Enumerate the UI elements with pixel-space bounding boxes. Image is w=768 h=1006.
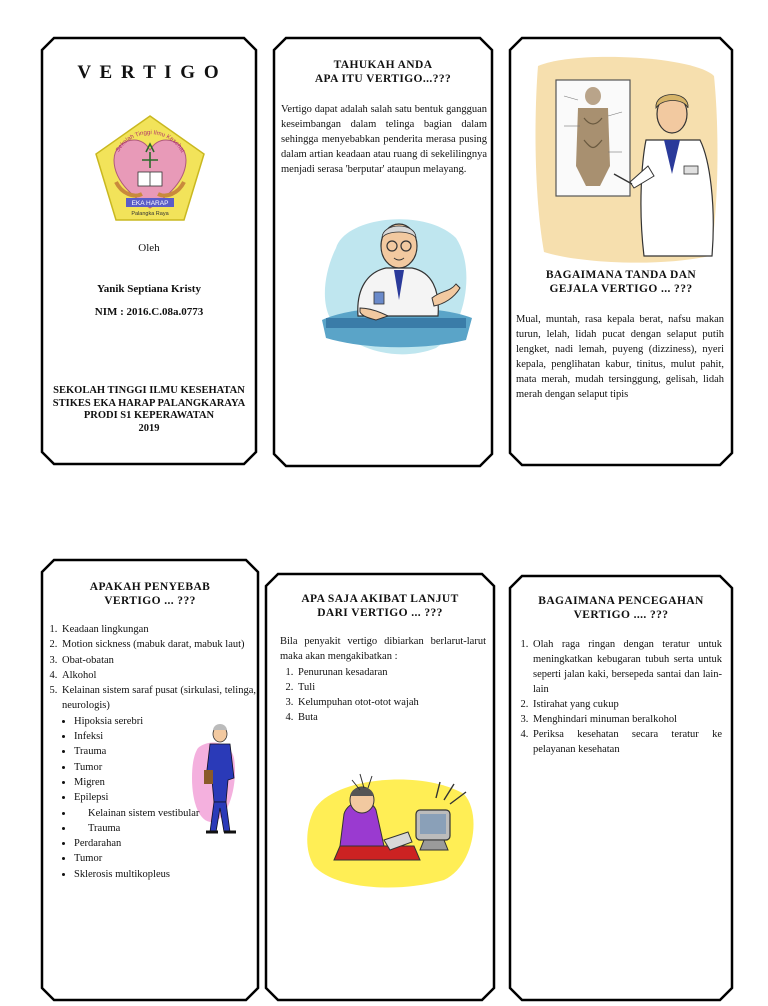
symptoms-text: Mual, muntah, rasa kepala berat, nafsu makan turun, lelah, lidah pucat dengan selaput putih lengket, nadi lemah, puyeng (dizziness), nyeri kepala, penglihatan kabur, tinitus, mulut pahit, mata merah, mudah tersinggung, gelisah, lidah merah dengan selaput tipis bbox=[516, 314, 724, 400]
panel-prevention bbox=[508, 574, 734, 1002]
complication-item: 2. Tuli bbox=[296, 680, 486, 695]
heading-line: APA SAJA AKIBAT LANJUT bbox=[301, 593, 459, 605]
cause-subitem: • Tumor bbox=[74, 851, 256, 866]
cause-item: 5. Kelainan sistem saraf pusat (sirkulasi, telinga, neurologis) bbox=[60, 683, 256, 714]
prevention-item: 2. Istirahat yang cukup bbox=[531, 697, 722, 712]
heading-line: APA ITU VERTIGO...??? bbox=[314, 73, 452, 85]
heading-line: BAGAIMANA PENCEGAHAN bbox=[538, 595, 704, 607]
cause-item: 4. Alkohol bbox=[60, 668, 256, 683]
heading-line: DARI VERTIGO ... ??? bbox=[317, 607, 443, 619]
panel-cover bbox=[40, 36, 258, 466]
panel-causes bbox=[40, 558, 260, 1002]
cause-subitem: • Kelainan sistem vestibular bbox=[74, 806, 256, 821]
heading-line: BAGAIMANA TANDA DAN bbox=[545, 269, 697, 281]
definition-heading bbox=[272, 58, 494, 86]
complications-intro: Bila penyakit vertigo dibiarkan berlarut-larut maka akan mengakibatkan : bbox=[280, 636, 486, 662]
svg-text:Sekolah Tinggi Ilmu Kesehatan: Sekolah Tinggi Ilmu Kesehat bbox=[115, 130, 186, 154]
oleh-label: Oleh bbox=[138, 242, 160, 254]
svg-text:EKA HARAP: EKA HARAP bbox=[131, 200, 169, 207]
cause-subitem: • Trauma bbox=[74, 821, 256, 836]
heading-line: VERTIGO ... ??? bbox=[104, 595, 196, 607]
prevention-list bbox=[516, 637, 722, 757]
cause-subitem: • Sklerosis multikopleus bbox=[74, 867, 256, 882]
institution-line: STIKES EKA HARAP PALANGKARAYA bbox=[52, 397, 246, 409]
heading-line: APAKAH PENYEBAB bbox=[89, 581, 211, 593]
cause-item: 2. Motion sickness (mabuk darat, mabuk laut) bbox=[60, 637, 256, 652]
definition-text: Vertigo dapat adalah salah satu bentuk gangguan keseimbangan dalam telinga bagian dalam sehingga menyebabkan penderita merasa pusing dalam artian keadaan atau ruang di sekelilingnya menjadi serasa 'berputar' ataupun melayang. bbox=[281, 104, 487, 175]
complications-heading bbox=[264, 592, 496, 620]
author-nim: NIM : 2016.C.08a.0773 bbox=[94, 306, 204, 318]
cause-subitem: • Perdarahan bbox=[74, 836, 256, 851]
panel-definition bbox=[272, 36, 494, 468]
svg-text:Palangka Raya: Palangka Raya bbox=[131, 211, 169, 217]
panel-symptoms bbox=[508, 36, 734, 467]
institution-block bbox=[44, 385, 254, 435]
institution-year: 2019 bbox=[138, 422, 160, 434]
causes-list bbox=[44, 622, 256, 882]
prevention-item: 3. Menghindari minuman beralkohol bbox=[531, 712, 722, 727]
heading-line: GEJALA VERTIGO ... ??? bbox=[549, 283, 693, 295]
cause-subitem: • Migren bbox=[74, 775, 256, 790]
cause-item: 1. Keadaan lingkungan bbox=[60, 622, 256, 637]
complications-list bbox=[280, 665, 486, 725]
school-logo bbox=[92, 112, 208, 228]
cause-subitem: • Epilepsi bbox=[74, 790, 256, 805]
panel-complications bbox=[264, 572, 496, 1002]
cause-item: 3. Obat-obatan bbox=[60, 653, 256, 668]
prevention-heading bbox=[508, 594, 734, 622]
cause-subitems bbox=[44, 714, 256, 882]
cover-title: V E R T I G O bbox=[77, 62, 221, 83]
cause-subitem: • Infeksi bbox=[74, 729, 256, 744]
stressed-computer-user-illustration bbox=[304, 770, 480, 890]
cause-subitem: • Hipoksia serebri bbox=[74, 714, 256, 729]
symptoms-heading bbox=[508, 268, 734, 296]
prevention-item: 1. Olah raga ringan dengan teratur untuk meningkatkan kebugaran tubuh serta untuk seperti jalan kaki, bersepeda santai dan lain-lain bbox=[531, 637, 722, 697]
author-name: Yanik Septiana Kristy bbox=[97, 283, 201, 295]
institution-line: PRODI S1 KEPERAWATAN bbox=[83, 410, 215, 421]
cause-subitem: • Trauma bbox=[74, 744, 256, 759]
doctor-desk-illustration bbox=[316, 208, 476, 358]
institution-line: SEKOLAH TINGGI ILMU KESEHATAN bbox=[53, 385, 245, 396]
causes-heading bbox=[40, 580, 260, 608]
cause-subitem: • Tumor bbox=[74, 760, 256, 775]
complication-item: 4. Buta bbox=[296, 710, 486, 725]
complication-item: 3. Kelumpuhan otot-otot wajah bbox=[296, 695, 486, 710]
doctor-anatomy-illustration bbox=[534, 56, 720, 266]
heading-line: VERTIGO .... ??? bbox=[573, 609, 669, 621]
prevention-item: 4. Periksa kesehatan secara teratur ke pelayanan kesehatan bbox=[531, 727, 722, 757]
complication-item: 1. Penurunan kesadaran bbox=[296, 665, 486, 680]
heading-line: TAHUKAH ANDA bbox=[333, 59, 433, 71]
